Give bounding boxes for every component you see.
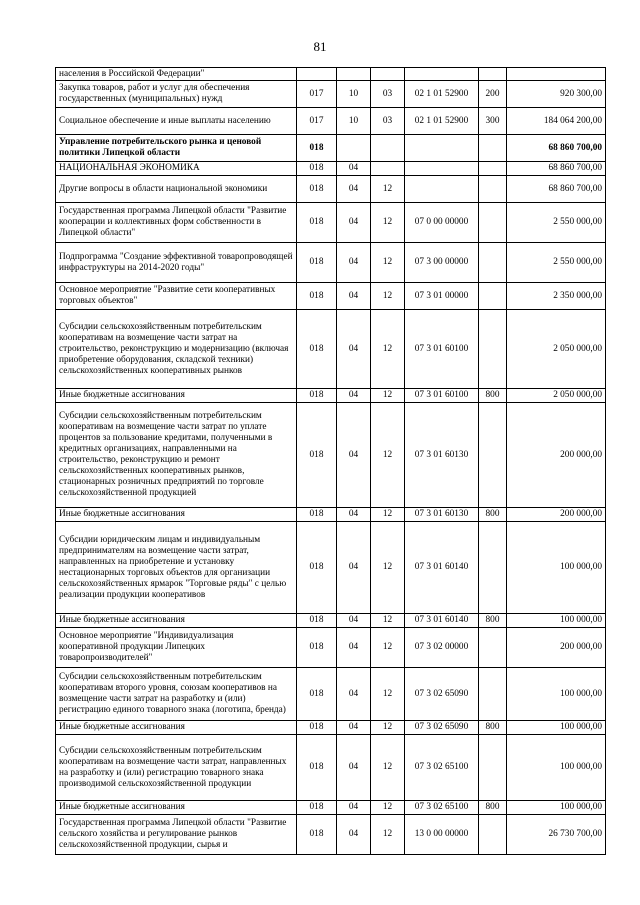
row-expense-type-cell bbox=[479, 522, 507, 614]
row-expense-type-cell bbox=[479, 203, 507, 243]
row-amount-cell: 200 000,00 bbox=[507, 403, 606, 508]
row-name-cell: НАЦИОНАЛЬНАЯ ЭКОНОМИКА bbox=[56, 162, 297, 176]
row-section-cell bbox=[337, 68, 371, 81]
row-expense-type-cell bbox=[479, 176, 507, 203]
row-expense-type-cell bbox=[479, 162, 507, 176]
row-ministry-cell: 018 bbox=[297, 628, 337, 668]
row-ministry-cell: 018 bbox=[297, 801, 337, 815]
row-expense-type-cell bbox=[479, 668, 507, 721]
row-subsection-cell: 12 bbox=[371, 721, 405, 735]
row-ministry-cell: 018 bbox=[297, 283, 337, 310]
row-name-cell: Основное мероприятие "Развитие сети кооперативных торговых объектов" bbox=[56, 283, 297, 310]
row-subsection-cell: 12 bbox=[371, 403, 405, 508]
table-row bbox=[56, 614, 606, 628]
row-expense-type-cell bbox=[479, 283, 507, 310]
table-row bbox=[56, 310, 606, 389]
row-subsection-cell bbox=[371, 135, 405, 162]
row-name-cell: Субсидии юридическим лицам и индивидуальным предпринимателям на возмещение части затрат, направленных на приобретение и установку нестационарных торговых объектов для организации сельскохозяйственных ярмарок "Торговые ряды" с целью реализации продукции кооперативов bbox=[56, 522, 297, 614]
row-section-cell: 04 bbox=[337, 628, 371, 668]
row-subsection-cell: 12 bbox=[371, 628, 405, 668]
row-ministry-cell: 018 bbox=[297, 243, 337, 283]
row-expense-type-cell: 200 bbox=[479, 81, 507, 108]
row-target-article-cell: 02 1 01 52900 bbox=[405, 81, 479, 108]
row-expense-type-cell: 800 bbox=[479, 801, 507, 815]
row-ministry-cell: 018 bbox=[297, 176, 337, 203]
row-amount-cell: 2 350 000,00 bbox=[507, 283, 606, 310]
row-amount-cell: 68 860 700,00 bbox=[507, 162, 606, 176]
table-row bbox=[56, 668, 606, 721]
row-section-cell: 04 bbox=[337, 614, 371, 628]
row-ministry-cell: 018 bbox=[297, 815, 337, 855]
row-section-cell: 04 bbox=[337, 162, 371, 176]
row-amount-cell: 100 000,00 bbox=[507, 735, 606, 801]
row-expense-type-cell bbox=[479, 243, 507, 283]
row-amount-cell: 100 000,00 bbox=[507, 668, 606, 721]
row-ministry-cell bbox=[297, 68, 337, 81]
row-subsection-cell: 12 bbox=[371, 508, 405, 522]
row-name-cell: населения в Российской Федерации" bbox=[56, 68, 297, 81]
row-subsection-cell: 12 bbox=[371, 389, 405, 403]
row-ministry-cell: 018 bbox=[297, 614, 337, 628]
row-amount-cell: 100 000,00 bbox=[507, 721, 606, 735]
row-amount-cell: 2 550 000,00 bbox=[507, 203, 606, 243]
row-name-cell: Субсидии сельскохозяйственным потребительским кооперативам на возмещение части затрат по уплате процентов за пользование кредитами, полученными в кредитных организациях, направленными на строительство, реконструкцию и ремонт сельскохозяйственных кооперативных рынков, стационарных розничных предприятий по торговле сельскохозяйственной продукцией bbox=[56, 403, 297, 508]
row-target-article-cell bbox=[405, 162, 479, 176]
row-subsection-cell: 12 bbox=[371, 815, 405, 855]
row-ministry-cell: 017 bbox=[297, 81, 337, 108]
row-section-cell: 04 bbox=[337, 721, 371, 735]
row-target-article-cell: 02 1 01 52900 bbox=[405, 108, 479, 135]
table-row bbox=[56, 203, 606, 243]
table-row bbox=[56, 68, 606, 81]
row-name-cell: Субсидии сельскохозяйственным потребительским кооперативам на возмещение части затрат, направленных на разработку и (или) регистрацию товарного знака производимой сельскохозяйственной продукции bbox=[56, 735, 297, 801]
row-name-cell: Субсидии сельскохозяйственным потребительским кооперативам на возмещение части затрат на строительство, реконструкцию и модернизацию (включая приобретение оборудования, складской техники) сельскохозяйственных кооперативных рынков bbox=[56, 310, 297, 389]
budget-table bbox=[55, 67, 606, 855]
table-row bbox=[56, 735, 606, 801]
row-name-cell: Закупка товаров, работ и услуг для обеспечения государственных (муниципальных) нужд bbox=[56, 81, 297, 108]
row-section-cell: 04 bbox=[337, 310, 371, 389]
row-ministry-cell: 018 bbox=[297, 203, 337, 243]
row-target-article-cell: 07 3 02 65090 bbox=[405, 668, 479, 721]
row-amount-cell: 100 000,00 bbox=[507, 801, 606, 815]
row-ministry-cell: 018 bbox=[297, 403, 337, 508]
table-row bbox=[56, 81, 606, 108]
row-ministry-cell: 018 bbox=[297, 310, 337, 389]
row-expense-type-cell bbox=[479, 135, 507, 162]
row-expense-type-cell: 800 bbox=[479, 389, 507, 403]
row-section-cell: 04 bbox=[337, 176, 371, 203]
row-subsection-cell: 12 bbox=[371, 801, 405, 815]
page-number: 81 bbox=[313, 39, 327, 54]
row-target-article-cell: 07 3 01 60100 bbox=[405, 389, 479, 403]
row-section-cell: 04 bbox=[337, 203, 371, 243]
table-row bbox=[56, 243, 606, 283]
row-section-cell: 04 bbox=[337, 389, 371, 403]
row-ministry-cell: 018 bbox=[297, 508, 337, 522]
row-name-cell: Государственная программа Липецкой области "Развитие кооперации и коллективных форм собственности в Липецкой области" bbox=[56, 203, 297, 243]
row-section-cell: 04 bbox=[337, 801, 371, 815]
row-section-cell: 04 bbox=[337, 243, 371, 283]
table-row bbox=[56, 628, 606, 668]
row-subsection-cell bbox=[371, 162, 405, 176]
row-expense-type-cell bbox=[479, 403, 507, 508]
row-expense-type-cell bbox=[479, 815, 507, 855]
row-subsection-cell bbox=[371, 68, 405, 81]
row-section-cell: 04 bbox=[337, 522, 371, 614]
row-subsection-cell: 12 bbox=[371, 203, 405, 243]
row-expense-type-cell: 800 bbox=[479, 721, 507, 735]
row-name-cell: Социальное обеспечение и иные выплаты населению bbox=[56, 108, 297, 135]
row-expense-type-cell: 800 bbox=[479, 614, 507, 628]
row-name-cell: Управление потребительского рынка и ценовой политики Липецкой области bbox=[56, 135, 297, 162]
row-target-article-cell: 13 0 00 00000 bbox=[405, 815, 479, 855]
row-amount-cell bbox=[507, 68, 606, 81]
row-amount-cell: 2 050 000,00 bbox=[507, 389, 606, 403]
row-target-article-cell: 07 3 02 65090 bbox=[405, 721, 479, 735]
row-ministry-cell: 018 bbox=[297, 668, 337, 721]
row-expense-type-cell: 800 bbox=[479, 508, 507, 522]
table-row bbox=[56, 108, 606, 135]
row-subsection-cell: 12 bbox=[371, 283, 405, 310]
row-subsection-cell: 03 bbox=[371, 108, 405, 135]
row-section-cell: 10 bbox=[337, 108, 371, 135]
row-name-cell: Субсидии сельскохозяйственным потребительским кооперативам второго уровня, союзам кооперативов на возмещение части затрат на разработку и (или) регистрацию единого товарного знака (логотипа, бренда) bbox=[56, 668, 297, 721]
table-row bbox=[56, 801, 606, 815]
row-target-article-cell: 07 3 01 60130 bbox=[405, 508, 479, 522]
table-row bbox=[56, 283, 606, 310]
row-amount-cell: 184 064 200,00 bbox=[507, 108, 606, 135]
table-row bbox=[56, 176, 606, 203]
table-row bbox=[56, 815, 606, 855]
row-amount-cell: 200 000,00 bbox=[507, 628, 606, 668]
row-name-cell: Подпрограмма "Создание эффективной товаропроводящей инфраструктуры на 2014-2020 годы" bbox=[56, 243, 297, 283]
table-row bbox=[56, 403, 606, 508]
row-amount-cell: 26 730 700,00 bbox=[507, 815, 606, 855]
row-section-cell: 04 bbox=[337, 508, 371, 522]
row-target-article-cell bbox=[405, 68, 479, 81]
row-target-article-cell: 07 0 00 00000 bbox=[405, 203, 479, 243]
row-target-article-cell: 07 3 02 00000 bbox=[405, 628, 479, 668]
row-amount-cell: 68 860 700,00 bbox=[507, 176, 606, 203]
row-name-cell: Другие вопросы в области национальной экономики bbox=[56, 176, 297, 203]
row-ministry-cell: 018 bbox=[297, 735, 337, 801]
row-target-article-cell: 07 3 02 65100 bbox=[405, 735, 479, 801]
row-target-article-cell: 07 3 00 00000 bbox=[405, 243, 479, 283]
table-row bbox=[56, 135, 606, 162]
row-amount-cell: 200 000,00 bbox=[507, 508, 606, 522]
row-target-article-cell: 07 3 01 60140 bbox=[405, 522, 479, 614]
row-section-cell bbox=[337, 135, 371, 162]
row-section-cell: 04 bbox=[337, 403, 371, 508]
table-row bbox=[56, 522, 606, 614]
row-name-cell: Иные бюджетные ассигнования bbox=[56, 721, 297, 735]
row-target-article-cell: 07 3 01 60130 bbox=[405, 403, 479, 508]
row-name-cell: Иные бюджетные ассигнования bbox=[56, 614, 297, 628]
row-subsection-cell: 12 bbox=[371, 735, 405, 801]
row-subsection-cell: 12 bbox=[371, 668, 405, 721]
row-subsection-cell: 12 bbox=[371, 176, 405, 203]
row-ministry-cell: 018 bbox=[297, 389, 337, 403]
row-amount-cell: 100 000,00 bbox=[507, 614, 606, 628]
row-target-article-cell: 07 3 02 65100 bbox=[405, 801, 479, 815]
row-name-cell: Государственная программа Липецкой области "Развитие сельского хозяйства и регулирование рынков сельскохозяйственной продукции, сырья и bbox=[56, 815, 297, 855]
row-amount-cell: 920 300,00 bbox=[507, 81, 606, 108]
row-section-cell: 10 bbox=[337, 81, 371, 108]
row-subsection-cell: 12 bbox=[371, 522, 405, 614]
row-section-cell: 04 bbox=[337, 735, 371, 801]
row-subsection-cell: 12 bbox=[371, 310, 405, 389]
row-expense-type-cell bbox=[479, 735, 507, 801]
row-name-cell: Иные бюджетные ассигнования bbox=[56, 508, 297, 522]
row-section-cell: 04 bbox=[337, 815, 371, 855]
table-row bbox=[56, 508, 606, 522]
row-amount-cell: 2 550 000,00 bbox=[507, 243, 606, 283]
row-ministry-cell: 018 bbox=[297, 721, 337, 735]
table-row bbox=[56, 162, 606, 176]
row-ministry-cell: 017 bbox=[297, 108, 337, 135]
row-amount-cell: 2 050 000,00 bbox=[507, 310, 606, 389]
row-target-article-cell bbox=[405, 176, 479, 203]
table-row bbox=[56, 721, 606, 735]
row-expense-type-cell: 300 bbox=[479, 108, 507, 135]
row-name-cell: Основное мероприятие "Индивидуализация кооперативной продукции Липецких товаропроизводителей" bbox=[56, 628, 297, 668]
row-name-cell: Иные бюджетные ассигнования bbox=[56, 389, 297, 403]
row-target-article-cell: 07 3 01 60100 bbox=[405, 310, 479, 389]
row-ministry-cell: 018 bbox=[297, 522, 337, 614]
row-target-article-cell bbox=[405, 135, 479, 162]
row-ministry-cell: 018 bbox=[297, 162, 337, 176]
row-name-cell: Иные бюджетные ассигнования bbox=[56, 801, 297, 815]
row-target-article-cell: 07 3 01 60140 bbox=[405, 614, 479, 628]
row-expense-type-cell bbox=[479, 310, 507, 389]
table-row bbox=[56, 389, 606, 403]
row-expense-type-cell bbox=[479, 628, 507, 668]
row-section-cell: 04 bbox=[337, 283, 371, 310]
row-subsection-cell: 12 bbox=[371, 614, 405, 628]
row-amount-cell: 68 860 700,00 bbox=[507, 135, 606, 162]
row-expense-type-cell bbox=[479, 68, 507, 81]
row-subsection-cell: 03 bbox=[371, 81, 405, 108]
row-target-article-cell: 07 3 01 00000 bbox=[405, 283, 479, 310]
row-amount-cell: 100 000,00 bbox=[507, 522, 606, 614]
row-ministry-cell: 018 bbox=[297, 135, 337, 162]
row-subsection-cell: 12 bbox=[371, 243, 405, 283]
row-section-cell: 04 bbox=[337, 668, 371, 721]
